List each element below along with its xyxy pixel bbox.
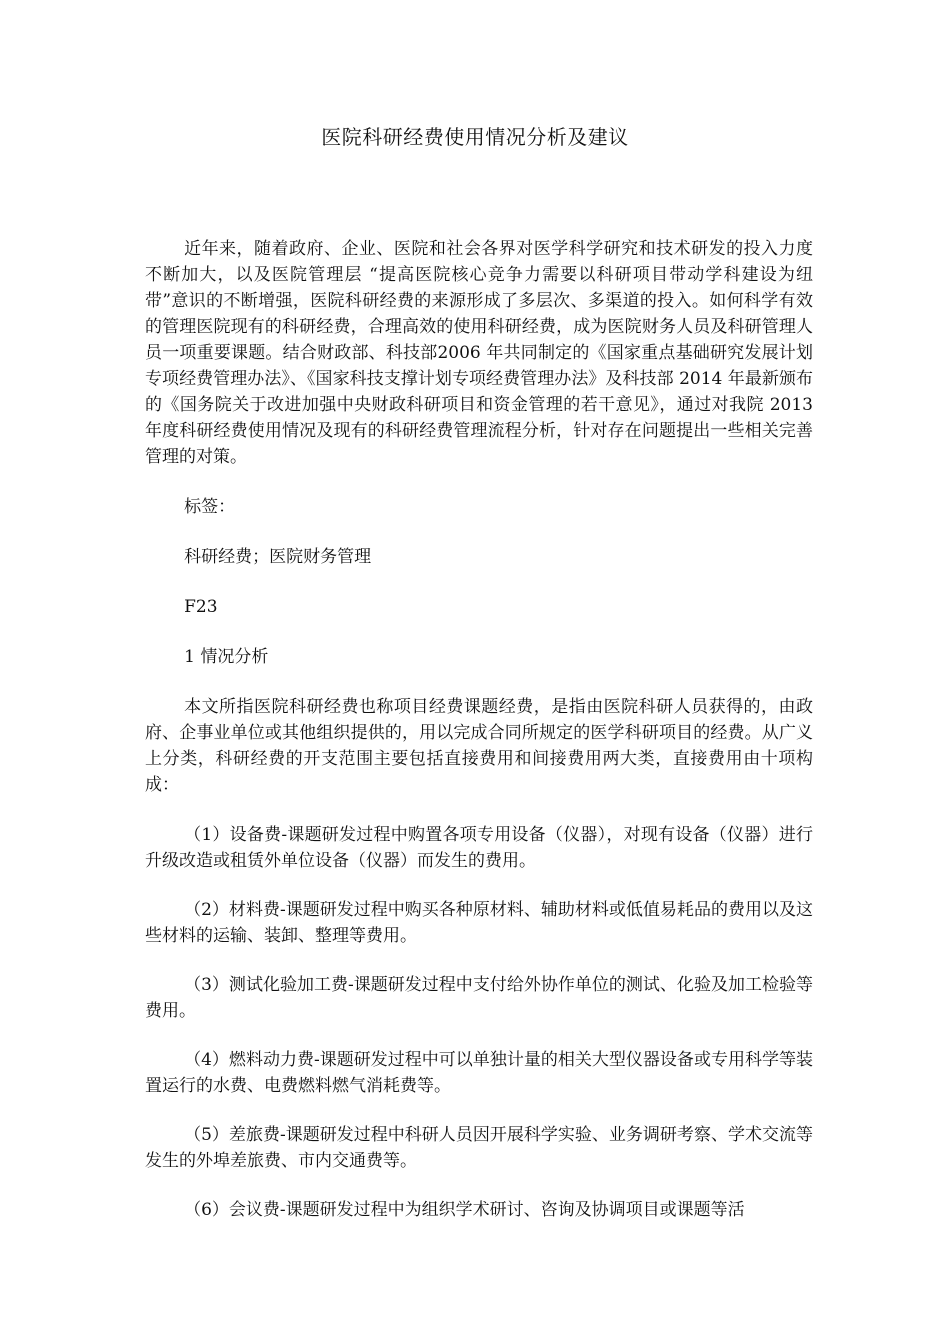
list-item-testing: （3）测试化验加工费-课题研发过程中支付给外协作单位的测试、化验及加工检验等费用。 — [145, 975, 813, 1021]
list-item-meeting: （6）会议费-课题研发过程中为组织学术研讨、咨询及协调项目或课题等活 — [184, 1200, 745, 1220]
paragraph-definition: 本文所指医院科研经费也称项目经费课题经费，是指由医院科研人员获得的，由政府、企事业单位或其他组织提供的，用以完成合同所规定的医学科研项目的经费。从广义上分类，科研经费的开支范围主要包括直接费用和间接费用两大类，直接费用由十项构成： — [145, 697, 813, 795]
document-title: 医院科研经费使用情况分析及建议 — [321, 125, 629, 149]
list-item-materials: （2）材料费-课题研发过程中购买各种原材料、辅助材料或低值易耗品的费用以及这些材料的运输、装卸、整理等费用。 — [145, 900, 813, 946]
list-item-equipment: （1）设备费-课题研发过程中购置各项专用设备（仪器），对现有设备（仪器）进行升级改造或租赁外单位设备（仪器）而发生的费用。 — [145, 825, 813, 871]
paragraph-intro: 近年来，随着政府、企业、医院和社会各界对医学科学研究和技术研发的投入力度不断加大，以及医院管理层 “提高医院核心竞争力需要以科研项目带动学科建设为纽带”意识的不断增强，医院科研经费的来源形成了多层次、多渠道的投入。如何科学有效的管理医院现有的科研经费，合理高效的使用科研经费，成为医院财务人员及科研管理人员一项重要课题。结合财政部、科技部2006 年共同制定的《国家重点基础研究发展计划专项经费管理办法》、《国家科技支撑计划专项经费管理办法》及科技部 2014 年最新颁布的《国务院关于改进加强中央财政科研项目和资金管理的若干意见》，通过对我院 2013 年度科研经费使用情况及现有的科研经费管理流程分析，针对存在问题提出一些相关完善管理的对策。 — [145, 239, 813, 467]
paragraph-keywords: 科研经费；医院财务管理 — [184, 547, 372, 567]
paragraph-classification-code: F23 — [184, 597, 218, 617]
list-item-fuel-power: （4）燃料动力费-课题研发过程中可以单独计量的相关大型仪器设备或专用科学等装置运行的水费、电费燃料燃气消耗费等。 — [145, 1050, 813, 1096]
list-item-travel: （5）差旅费-课题研发过程中科研人员因开展科学实验、业务调研考察、学术交流等发生的外埠差旅费、市内交通费等。 — [145, 1125, 813, 1171]
paragraph-tags-label: 标签： — [184, 497, 236, 517]
section-heading: 1 情况分析 — [184, 647, 269, 667]
document-body — [145, 236, 813, 1246]
